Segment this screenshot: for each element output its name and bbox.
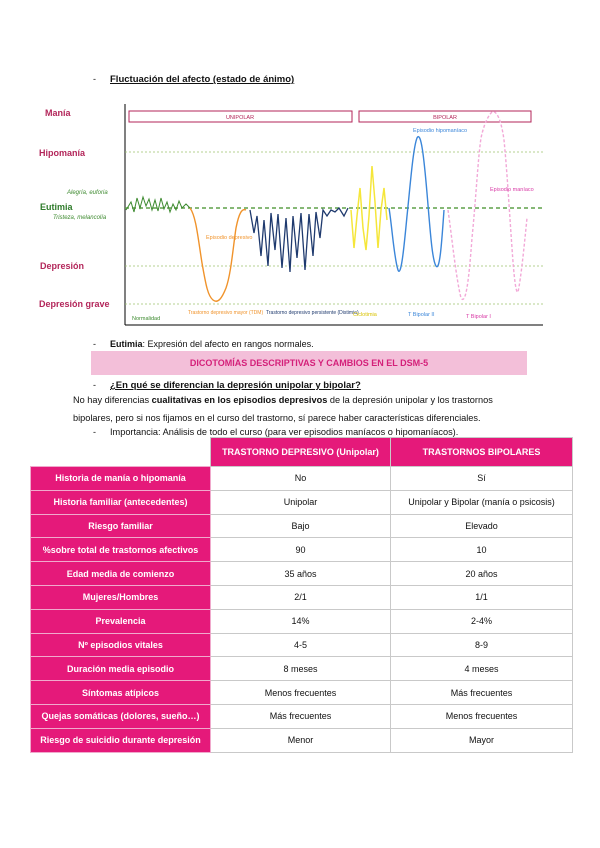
importance-line: Importancia: Análisis de todo el curso (para ver episodios maníacos o hipomaníacos).: [110, 427, 459, 437]
label-cyclothymia: Ciclotimia: [353, 312, 377, 318]
row-label: Edad media de comienzo: [31, 562, 211, 586]
curve-persistent-depression: [250, 208, 348, 272]
table-row: [31, 609, 573, 633]
table-row: [31, 514, 573, 538]
cell-unipolar: 8 meses: [211, 657, 391, 681]
table-row: [31, 490, 573, 514]
table-row: [31, 467, 573, 491]
label-normality: Normalidad: [132, 316, 161, 322]
row-label: Historia familiar (antecedentes): [31, 490, 211, 514]
band-title: DICOTOMÍAS DESCRIPTIVAS Y CAMBIOS EN EL DSM-5: [189, 358, 429, 368]
cell-bipolar: Unipolar y Bipolar (manía o psicosis): [391, 490, 573, 514]
p1-rest: de la depresión unipolar y los trastornos: [327, 395, 493, 405]
euthymia-text: : Expresión del afecto en rangos normales.: [142, 339, 314, 349]
row-label: Prevalencia: [31, 609, 211, 633]
table-header-row: [31, 438, 573, 467]
curve-bipolar2: [389, 137, 444, 272]
row-label: Duración media episodio: [31, 657, 211, 681]
label-major-depressive: Trastorno depresivo mayor (TDM): [188, 310, 264, 316]
euthymia-up-label: Alegría, euforia: [67, 190, 108, 196]
header-bipolar: TRASTORNOS BIPOLARES: [391, 438, 573, 467]
cell-unipolar: 2/1: [211, 585, 391, 609]
curve-major-depression: [190, 208, 246, 301]
table-row: [31, 657, 573, 681]
cell-unipolar: No: [211, 467, 391, 491]
label-manic-episode: Episodio maníaco: [490, 187, 534, 193]
row-label: Quejas somáticas (dolores, sueño…): [31, 704, 211, 728]
cell-unipolar: Menor: [211, 728, 391, 752]
label-bipolar2: T Bipolar II: [408, 312, 435, 318]
table-row: [31, 681, 573, 705]
cell-unipolar: 90: [211, 538, 391, 562]
table-row: [31, 585, 573, 609]
cell-bipolar: 20 años: [391, 562, 573, 586]
table-corner: [31, 438, 211, 467]
cell-bipolar: 2-4%: [391, 609, 573, 633]
mood-fluctuation-svg: [28, 98, 544, 326]
comparison-table: [30, 437, 573, 753]
row-label: Mujeres/Hombres: [31, 585, 211, 609]
p1-bold: cualitativas en los episodios depresivos: [151, 395, 328, 405]
label-bipolar1: T Bipolar I: [466, 314, 491, 320]
label-persistent-depressive: Trastorno depresivo persistente (Distimia): [266, 310, 359, 316]
euthymia-term: Eutimia: [110, 339, 143, 349]
row-label: Historia de manía o hipomanía: [31, 467, 211, 491]
cell-bipolar: Sí: [391, 467, 573, 491]
cell-unipolar: Más frecuentes: [211, 704, 391, 728]
bipolar-box-label: BIPOLAR: [433, 115, 457, 121]
section-band: [91, 351, 527, 375]
table-row: [31, 704, 573, 728]
level-depression: Depresión: [40, 261, 85, 271]
row-label: %sobre total de trastornos afectivos: [31, 538, 211, 562]
table-row: [31, 538, 573, 562]
cell-bipolar: 10: [391, 538, 573, 562]
level-mania: Manía: [45, 108, 71, 118]
question-heading: ¿En qué se diferencian la depresión unipolar y bipolar?: [110, 380, 361, 391]
level-severe-depression: Depresión grave: [39, 299, 110, 309]
table-row: [31, 633, 573, 657]
bullet-dash: -: [93, 380, 96, 390]
cell-bipolar: 8-9: [391, 633, 573, 657]
cell-unipolar: 14%: [211, 609, 391, 633]
mood-fluctuation-figure: [28, 98, 544, 326]
cell-unipolar: Bajo: [211, 514, 391, 538]
table-row: [31, 562, 573, 586]
bullet-dash: -: [93, 339, 96, 349]
bullet-dash: -: [93, 74, 96, 84]
cell-bipolar: Mayor: [391, 728, 573, 752]
cell-bipolar: 4 meses: [391, 657, 573, 681]
p2: bipolares, pero si nos fijamos en el curso del trastorno, sí parece haber características diferenciales.: [73, 413, 481, 423]
cell-unipolar: 4-5: [211, 633, 391, 657]
bullet-dash: -: [93, 427, 96, 437]
cell-unipolar: 35 años: [211, 562, 391, 586]
cell-bipolar: Más frecuentes: [391, 681, 573, 705]
cell-unipolar: Menos frecuentes: [211, 681, 391, 705]
row-label: Riesgo familiar: [31, 514, 211, 538]
unipolar-box-label: UNIPOLAR: [225, 115, 255, 121]
label-depressive-episode: Episodio depresivo: [206, 235, 253, 241]
section-heading-fluctuation: Fluctuación del afecto (estado de ánimo): [110, 74, 295, 85]
euthymia-definition: [110, 339, 314, 349]
level-euthymia: Eutimia: [40, 202, 73, 212]
cell-bipolar: Menos frecuentes: [391, 704, 573, 728]
row-label: Riesgo de suicidio durante depresión: [31, 728, 211, 752]
euthymia-down-label: Tristeza, melancolía: [53, 215, 107, 221]
p1-start: No hay diferencias: [73, 395, 152, 405]
table-row: [31, 728, 573, 752]
curve-normality: [126, 197, 190, 212]
cell-unipolar: Unipolar: [211, 490, 391, 514]
cell-bipolar: Elevado: [391, 514, 573, 538]
row-label: Síntomas atípicos: [31, 681, 211, 705]
paragraph-differences: [73, 391, 553, 427]
label-hypomanic-episode: Episodio hipomaníaco: [413, 128, 468, 134]
header-unipolar: TRASTORNO DEPRESIVO (Unipolar): [211, 438, 391, 467]
curve-bipolar1: [448, 112, 527, 300]
cell-bipolar: 1/1: [391, 585, 573, 609]
row-label: Nº episodios vitales: [31, 633, 211, 657]
level-hypomania: Hipomanía: [39, 148, 86, 158]
